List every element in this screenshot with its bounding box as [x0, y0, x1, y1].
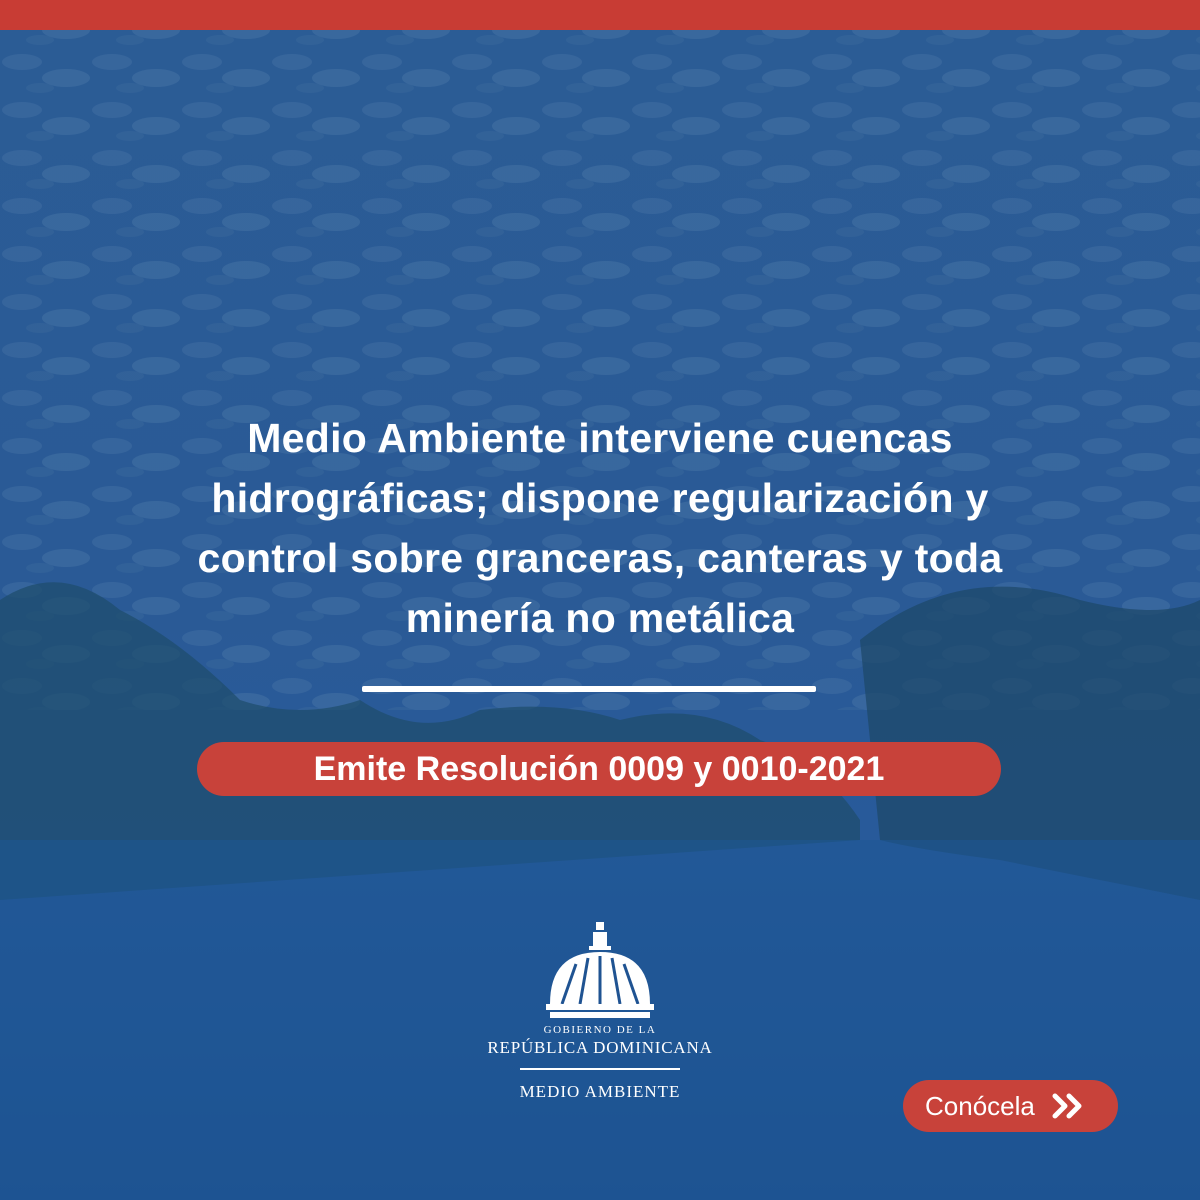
resolution-badge: [197, 742, 1001, 796]
conocela-button[interactable]: [903, 1080, 1118, 1132]
headline-line: control sobre granceras, canteras y toda: [197, 535, 1003, 581]
headline-line: minería no metálica: [405, 595, 795, 641]
top-accent-bar: [0, 0, 1200, 30]
gov-line-2: REPÚBLICA DOMINICANA: [487, 1038, 713, 1057]
logo-divider: [520, 1068, 680, 1070]
resolution-label: Emite Resolución 0009 y 0010-2021: [313, 749, 885, 788]
conocela-label: Conócela: [925, 1090, 1035, 1121]
double-chevron-right-icon: [1051, 1091, 1085, 1121]
headline-line: hidrográficas; dispone regularización y: [211, 475, 989, 521]
gov-line-1: GOBIERNO DE LA: [543, 1024, 657, 1036]
ministry-name: MEDIO AMBIENTE: [519, 1082, 681, 1101]
headline-line: Medio Ambiente interviene cuencas: [247, 415, 953, 461]
headline: [60, 408, 1140, 648]
headline-divider: [362, 686, 816, 692]
